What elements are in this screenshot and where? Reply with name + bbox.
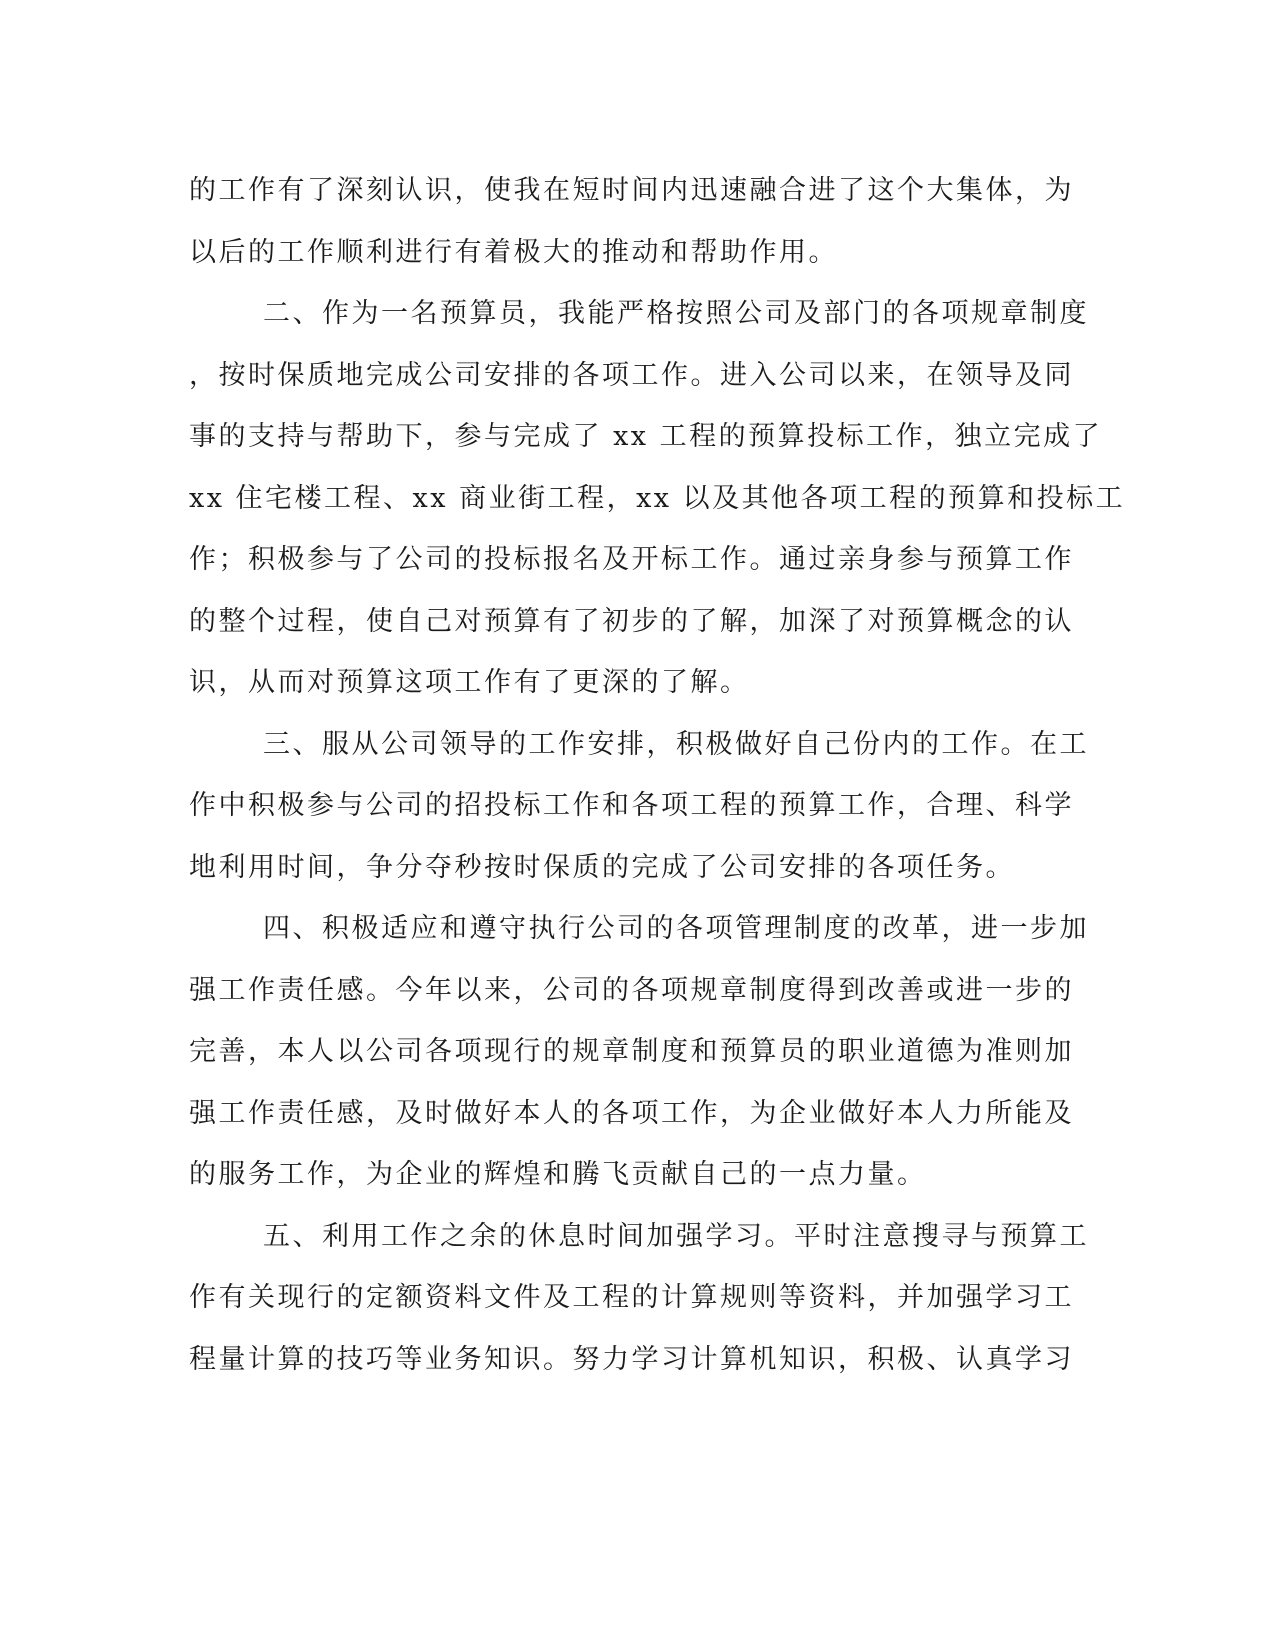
text-line: 的整个过程，使自己对预算有了初步的了解，加深了对预算概念的认 [189, 605, 1074, 637]
text-line: 作中积极参与公司的招投标工作和各项工程的预算工作，合理、科学 [189, 790, 1074, 821]
text-line: 二、作为一名预算员，我能严格按照公司及部门的各项规章制度 [263, 298, 1089, 329]
paragraph-section-4 [189, 898, 1089, 1206]
text-line: 的工作有了深刻认识，使我在短时间内迅速融合进了这个大集体，为 [189, 175, 1074, 206]
text-line: 完善，本人以公司各项现行的规章制度和预算员的职业道德为准则加 [189, 1036, 1074, 1067]
document-body [189, 160, 1126, 1390]
text-line: 四、积极适应和遵守执行公司的各项管理制度的改革，进一步加 [263, 913, 1089, 944]
text-line: 作有关现行的定额资料文件及工程的计算规则等资料，并加强学习工 [189, 1282, 1074, 1313]
paragraph-section-2 [189, 283, 1126, 714]
text-line: 作；积极参与了公司的投标报名及开标工作。通过亲身参与预算工作 [189, 544, 1074, 575]
text-line: 程量计算的技巧等业务知识。努力学习计算机知识，积极、认真学习 [189, 1343, 1074, 1375]
text-line: 事的支持与帮助下，参与完成了 xx 工程的预算投标工作，独立完成了 [189, 421, 1103, 452]
text-line: xx 住宅楼工程、xx 商业街工程，xx 以及其他各项工程的预算和投标工 [189, 482, 1126, 514]
text-line: 以后的工作顺利进行有着极大的推动和帮助作用。 [189, 236, 838, 268]
text-line: 地利用时间，争分夺秒按时保质的完成了公司安排的各项任务。 [189, 851, 1015, 883]
text-line: 的服务工作，为企业的辉煌和腾飞贡献自己的一点力量。 [189, 1159, 927, 1190]
text-line: ，按时保质地完成公司安排的各项工作。进入公司以来，在领导及同 [189, 359, 1074, 391]
paragraph-section-3 [189, 714, 1089, 899]
text-line: 五、利用工作之余的休息时间加强学习。平时注意搜寻与预算工 [263, 1220, 1089, 1252]
paragraph-section-5 [189, 1206, 1089, 1391]
text-line: 强工作责任感，及时做好本人的各项工作，为企业做好本人力所能及 [189, 1097, 1074, 1129]
paragraph-intro-continuation [189, 160, 1077, 283]
text-line: 三、服从公司领导的工作安排，积极做好自己份内的工作。在工 [263, 728, 1089, 760]
text-line: 强工作责任感。今年以来，公司的各项规章制度得到改善或进一步的 [189, 974, 1074, 1006]
text-line: 识，从而对预算这项工作有了更深的了解。 [189, 667, 750, 698]
